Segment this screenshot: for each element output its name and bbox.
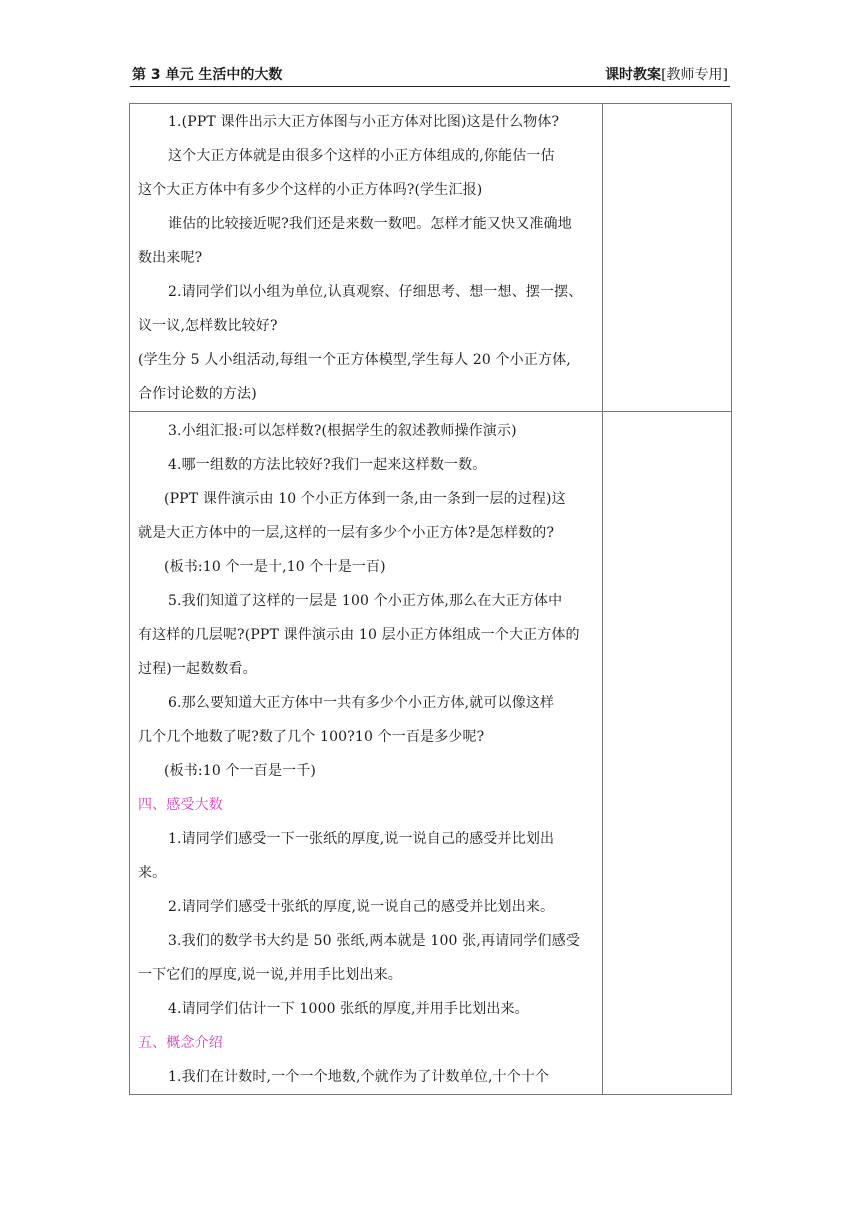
paragraph-line: 几个几个地数了呢?数了几个 100?10 个一百是多少呢? <box>138 729 485 745</box>
doc-type <box>605 64 728 84</box>
section-heading: 四、感受大数 <box>138 797 223 813</box>
paragraph-line: 4.哪一组数的方法比较好?我们一起来这样数一数。 <box>168 457 487 473</box>
paragraph-line: 有这样的几层呢?(PPT 课件演示由 10 层小正方体组成一个大正方体的 <box>138 627 580 643</box>
paragraph-line: 1.(PPT 课件出示大正方体图与小正方体对比图)这是什么物体? <box>168 114 560 130</box>
paragraph-line: (学生分 5 人小组活动,每组一个正方体模型,学生每人 20 个小正方体, <box>138 352 571 368</box>
paragraph-line: 这个大正方体就是由很多个这样的小正方体组成的,你能估一估 <box>168 148 555 164</box>
paragraph-line: 2.请同学们以小组为单位,认真观察、仔细思考、想一想、摆一摆、 <box>168 284 583 300</box>
paragraph-line: 来。 <box>138 865 167 881</box>
paragraph-line: 数出来呢? <box>138 250 203 266</box>
paragraph-line: 谁估的比较接近呢?我们还是来数一数吧。怎样才能又快又准确地 <box>168 216 572 232</box>
paragraph-line: 3.我们的数学书大约是 50 张纸,两本就是 100 张,再请同学们感受 <box>168 933 580 949</box>
paragraph-line: (板书:10 个一百是一千) <box>164 763 317 779</box>
paragraph-line: 议一议,怎样数比较好? <box>138 318 278 334</box>
content-cell <box>130 104 603 412</box>
paragraph-line: 合作讨论数的方法) <box>138 386 257 402</box>
section-heading: 五、概念介绍 <box>138 1035 223 1051</box>
paragraph-line: 一下它们的厚度,说一说,并用手比划出来。 <box>138 967 402 983</box>
paragraph-line: 就是大正方体中的一层,这样的一层有多少个小正方体?是怎样数的? <box>138 525 555 541</box>
lesson-table <box>129 103 732 1095</box>
paragraph-line: (板书:10 个一是十,10 个十是一百) <box>164 559 386 575</box>
paragraph-line: (PPT 课件演示由 10 个小正方体到一条,由一条到一层的过程)这 <box>164 491 566 507</box>
paragraph-line: 4.请同学们估计一下 1000 张纸的厚度,并用手比划出来。 <box>168 1001 529 1017</box>
table-row <box>130 104 732 412</box>
paragraph-line: 1.请同学们感受一下一张纸的厚度,说一说自己的感受并比划出 <box>168 831 555 847</box>
notes-cell <box>603 412 732 1095</box>
doc-type-label: 课时教案 <box>605 67 662 83</box>
content-cell <box>130 412 603 1095</box>
unit-title: 第 3 单元 生活中的大数 <box>132 67 283 83</box>
paragraph-line: 过程)一起数数看。 <box>138 661 257 677</box>
paragraph-line: 5.我们知道了这样的一层是 100 个小正方体,那么在大正方体中 <box>168 593 563 609</box>
paragraph-line: 6.那么要知道大正方体中一共有多少个小正方体,就可以像这样 <box>168 695 555 711</box>
paragraph-line: 这个大正方体中有多少个这样的小正方体吗?(学生汇报) <box>138 182 483 198</box>
doc-type-note: [教师专用] <box>661 67 728 83</box>
paragraph-line: 1.我们在计数时,一个一个地数,个就作为了计数单位,十个十个 <box>168 1069 550 1085</box>
paragraph-line: 3.小组汇报:可以怎样数?(根据学生的叙述教师操作演示) <box>168 423 517 439</box>
notes-cell <box>603 104 732 412</box>
page-header <box>130 62 730 87</box>
table-row <box>130 412 732 1095</box>
paragraph-line: 2.请同学们感受十张纸的厚度,说一说自己的感受并比划出来。 <box>168 899 555 915</box>
